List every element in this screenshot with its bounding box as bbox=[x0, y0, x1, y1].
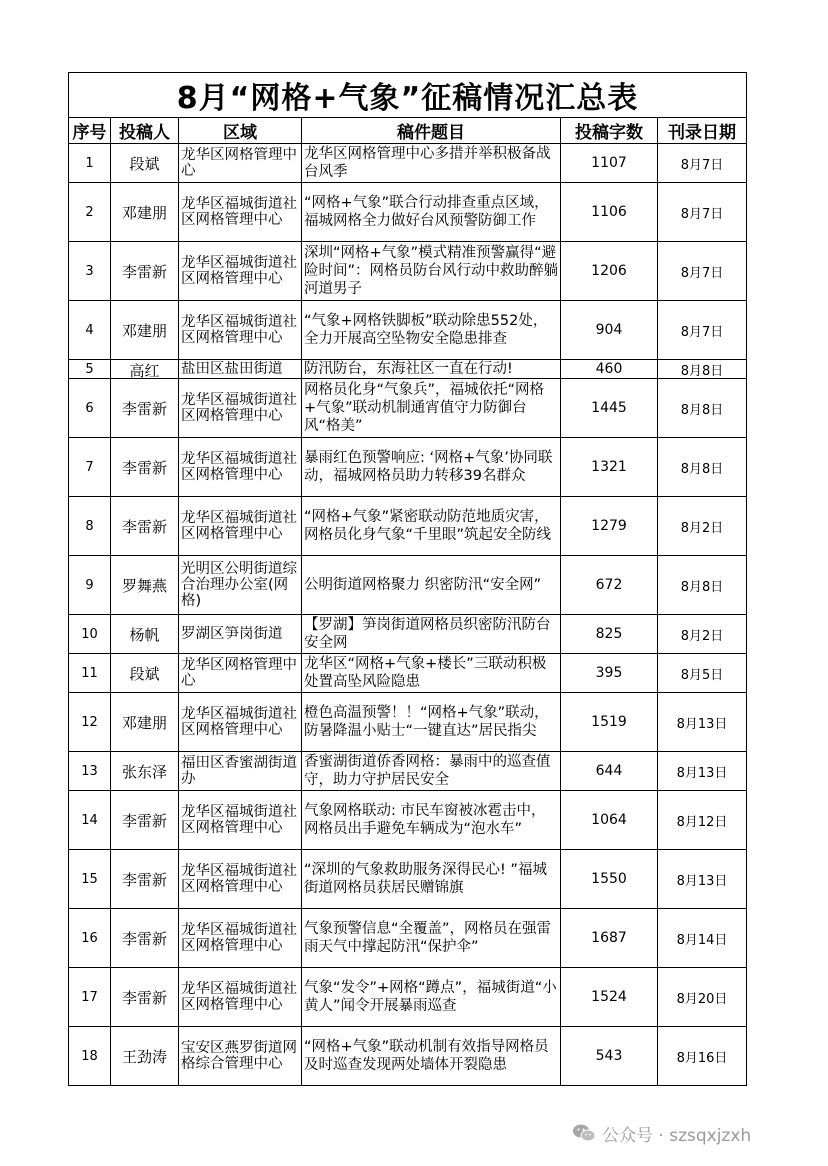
row-title-text: 【罗湖】笋岗街道网格员织密防汛防台安全网 bbox=[304, 617, 551, 651]
row-region-text: 龙华区福城街道社区网格管理中心 bbox=[181, 804, 297, 836]
row-region-text: 龙华区网格管理中心 bbox=[181, 147, 297, 179]
row-word-count-text: 1279 bbox=[591, 518, 627, 534]
row-region-text: 龙华区福城街道社区网格管理中心 bbox=[181, 196, 297, 228]
table-row bbox=[69, 968, 747, 1027]
row-word-count bbox=[561, 693, 658, 752]
row-title bbox=[302, 752, 561, 791]
row-author bbox=[111, 693, 179, 752]
row-word-count-text: 1321 bbox=[591, 459, 627, 475]
row-region bbox=[179, 242, 302, 301]
table-row bbox=[69, 438, 747, 497]
table-row bbox=[69, 497, 747, 556]
row-word-count-text: 672 bbox=[595, 577, 623, 593]
row-author-text: 高红 bbox=[129, 362, 160, 378]
row-publish-date-text: 8月2日 bbox=[680, 628, 724, 644]
row-title bbox=[302, 242, 561, 301]
row-author bbox=[111, 850, 179, 909]
row-title bbox=[302, 379, 561, 438]
row-region bbox=[179, 909, 302, 968]
wechat-icon bbox=[572, 1123, 596, 1143]
row-number-text: 1 bbox=[85, 155, 94, 171]
row-word-count-text: 543 bbox=[595, 1048, 623, 1064]
row-number bbox=[69, 1027, 111, 1086]
row-author bbox=[111, 242, 179, 301]
row-number-text: 15 bbox=[81, 871, 98, 887]
row-word-count-text: 1206 bbox=[591, 263, 627, 279]
row-author bbox=[111, 1027, 179, 1086]
row-word-count bbox=[561, 1027, 658, 1086]
row-title bbox=[302, 909, 561, 968]
row-title bbox=[302, 654, 561, 693]
row-number-text: 8 bbox=[85, 518, 94, 534]
row-author bbox=[111, 909, 179, 968]
row-publish-date bbox=[658, 850, 747, 909]
row-title-text: “网格+气象”紧密联动防范地质灾害，网格员化身气象“千里眼”筑起安全防线 bbox=[304, 509, 552, 543]
row-publish-date-text: 8月13日 bbox=[676, 873, 728, 889]
row-publish-date bbox=[658, 360, 747, 379]
row-word-count bbox=[561, 379, 658, 438]
row-word-count-text: 1687 bbox=[591, 930, 627, 946]
header-title: 稿件题目 bbox=[302, 118, 561, 144]
row-author-text: 王劲涛 bbox=[121, 1047, 167, 1066]
table-title: 8月“网格+气象”征稿情况汇总表 bbox=[69, 73, 747, 118]
row-publish-date bbox=[658, 654, 747, 693]
row-publish-date bbox=[658, 438, 747, 497]
row-number-text: 14 bbox=[81, 812, 98, 828]
row-author-text: 李雷新 bbox=[121, 988, 167, 1007]
row-publish-date-text: 8月16日 bbox=[676, 1050, 728, 1066]
row-number-text: 18 bbox=[81, 1048, 98, 1064]
row-region bbox=[179, 183, 302, 242]
row-publish-date bbox=[658, 693, 747, 752]
row-word-count bbox=[561, 968, 658, 1027]
row-number-text: 6 bbox=[85, 400, 94, 416]
row-region bbox=[179, 144, 302, 183]
row-title-text: 暴雨红色预警响应: ‘网格+气象’协同联动，福城网格员助力转移39名群众 bbox=[304, 450, 553, 484]
table-row bbox=[69, 791, 747, 850]
row-word-count-text: 1107 bbox=[591, 155, 627, 171]
row-number-text: 12 bbox=[81, 714, 98, 730]
row-number bbox=[69, 379, 111, 438]
row-publish-date-text: 8月8日 bbox=[680, 579, 724, 595]
row-word-count-text: 395 bbox=[595, 665, 623, 681]
row-word-count-text: 904 bbox=[595, 322, 623, 338]
row-word-count bbox=[561, 144, 658, 183]
row-number bbox=[69, 615, 111, 654]
row-word-count bbox=[561, 654, 658, 693]
row-title bbox=[302, 301, 561, 360]
row-publish-date bbox=[658, 968, 747, 1027]
row-number bbox=[69, 183, 111, 242]
header-region: 区域 bbox=[179, 118, 302, 144]
row-publish-date-text: 8月8日 bbox=[680, 364, 724, 378]
row-title-text: “深圳的气象救助服务深得民心! ”福城街道网格员获居民赠锦旗 bbox=[304, 862, 547, 896]
row-author bbox=[111, 183, 179, 242]
table-row bbox=[69, 615, 747, 654]
row-number bbox=[69, 693, 111, 752]
row-title-text: 香蜜湖街道侨香网格：暴雨中的巡查值守，助力守护居民安全 bbox=[304, 754, 551, 788]
row-publish-date bbox=[658, 556, 747, 615]
row-publish-date-text: 8月7日 bbox=[680, 157, 724, 173]
row-publish-date bbox=[658, 752, 747, 791]
row-region-text: 龙华区福城街道社区网格管理中心 bbox=[181, 255, 297, 287]
header-date: 刊录日期 bbox=[658, 118, 747, 144]
row-region bbox=[179, 360, 302, 379]
row-number bbox=[69, 497, 111, 556]
row-region bbox=[179, 850, 302, 909]
row-word-count bbox=[561, 752, 658, 791]
row-author-text: 李雷新 bbox=[121, 811, 167, 830]
row-word-count-text: 644 bbox=[595, 763, 623, 779]
row-title-text: 橙色高温预警！！“网格+气象”联动，防暑降温小贴士“一键直达”居民指尖 bbox=[304, 705, 549, 739]
row-number bbox=[69, 438, 111, 497]
row-number-text: 5 bbox=[85, 361, 94, 377]
row-title bbox=[302, 850, 561, 909]
table-row bbox=[69, 144, 747, 183]
table-row bbox=[69, 183, 747, 242]
row-publish-date-text: 8月8日 bbox=[680, 402, 724, 418]
row-title-text: 龙华区网格管理中心多措并举积极备战台风季 bbox=[304, 146, 551, 180]
row-publish-date-text: 8月5日 bbox=[680, 667, 724, 683]
row-region-text: 龙华区福城街道社区网格管理中心 bbox=[181, 314, 297, 346]
row-title-text: 防汛防台，东海社区一直在行动! bbox=[304, 361, 513, 377]
row-number-text: 17 bbox=[81, 989, 98, 1005]
row-author bbox=[111, 360, 179, 379]
row-author bbox=[111, 497, 179, 556]
row-number bbox=[69, 909, 111, 968]
row-region-text: 龙华区福城街道社区网格管理中心 bbox=[181, 392, 297, 424]
row-number bbox=[69, 144, 111, 183]
row-publish-date-text: 8月7日 bbox=[680, 206, 724, 222]
row-word-count-text: 1064 bbox=[591, 812, 627, 828]
row-word-count-text: 460 bbox=[595, 361, 623, 377]
row-region bbox=[179, 438, 302, 497]
row-title-text: “气象+网格铁脚板”联动除患552处，全力开展高空坠物安全隐患排查 bbox=[304, 313, 548, 347]
row-publish-date-text: 8月7日 bbox=[680, 324, 724, 340]
row-author-text: 张东泽 bbox=[121, 762, 167, 781]
row-author-text: 段斌 bbox=[129, 154, 160, 173]
row-region bbox=[179, 301, 302, 360]
row-word-count bbox=[561, 909, 658, 968]
row-title bbox=[302, 968, 561, 1027]
row-number-text: 3 bbox=[85, 263, 94, 279]
row-region-text: 罗湖区笋岗街道 bbox=[181, 626, 283, 642]
watermark-text: 公众号 · szsqxjzxh bbox=[602, 1125, 752, 1146]
row-word-count-text: 1445 bbox=[591, 400, 627, 416]
row-word-count bbox=[561, 183, 658, 242]
row-title bbox=[302, 438, 561, 497]
row-region bbox=[179, 615, 302, 654]
row-author bbox=[111, 301, 179, 360]
row-title-text: 气象“发令”+网格“蹲点”，福城街道“小黄人”闻令开展暴雨巡查 bbox=[304, 980, 557, 1014]
row-title bbox=[302, 693, 561, 752]
row-publish-date-text: 8月8日 bbox=[680, 461, 724, 477]
row-author bbox=[111, 379, 179, 438]
row-number bbox=[69, 752, 111, 791]
row-region bbox=[179, 497, 302, 556]
row-region bbox=[179, 556, 302, 615]
row-title bbox=[302, 556, 561, 615]
row-publish-date bbox=[658, 615, 747, 654]
row-title-text: 深圳“网格+气象”模式精准预警赢得“避险时间”：网格员防台风行动中救助醉躺河道男子 bbox=[304, 245, 558, 297]
row-author bbox=[111, 752, 179, 791]
row-author-text: 李雷新 bbox=[121, 399, 167, 418]
row-region bbox=[179, 1027, 302, 1086]
table-row bbox=[69, 693, 747, 752]
row-number bbox=[69, 556, 111, 615]
row-region-text: 龙华区福城街道社区网格管理中心 bbox=[181, 510, 297, 542]
table-row bbox=[69, 850, 747, 909]
row-publish-date bbox=[658, 144, 747, 183]
table-row bbox=[69, 242, 747, 301]
row-publish-date bbox=[658, 909, 747, 968]
row-publish-date-text: 8月13日 bbox=[676, 716, 728, 732]
summary-table bbox=[68, 72, 747, 1086]
row-author-text: 段斌 bbox=[129, 664, 160, 683]
row-number bbox=[69, 301, 111, 360]
row-region bbox=[179, 654, 302, 693]
row-publish-date bbox=[658, 791, 747, 850]
row-author bbox=[111, 556, 179, 615]
row-title bbox=[302, 144, 561, 183]
row-title bbox=[302, 615, 561, 654]
row-number bbox=[69, 850, 111, 909]
header-row bbox=[69, 118, 747, 144]
row-title-text: 气象网格联动: 市民车窗被冰雹击中，网格员出手避免车辆成为“泡水车” bbox=[304, 803, 546, 837]
row-author-text: 李雷新 bbox=[121, 929, 167, 948]
row-publish-date-text: 8月20日 bbox=[676, 991, 728, 1007]
row-publish-date bbox=[658, 497, 747, 556]
row-region bbox=[179, 693, 302, 752]
row-region-text: 福田区香蜜湖街道办 bbox=[181, 755, 297, 787]
row-author-text: 李雷新 bbox=[121, 870, 167, 889]
row-word-count-text: 1550 bbox=[591, 871, 627, 887]
row-title-text: 气象预警信息“全覆盖”，网格员在强雷雨天气中撑起防汛“保护伞” bbox=[304, 921, 552, 955]
row-region bbox=[179, 968, 302, 1027]
row-region-text: 龙华区福城街道社区网格管理中心 bbox=[181, 863, 297, 895]
row-region bbox=[179, 752, 302, 791]
table-row bbox=[69, 301, 747, 360]
row-author bbox=[111, 791, 179, 850]
row-title-text: “网格+气象”联合行动排查重点区域，福城网格全力做好台风预警防御工作 bbox=[304, 195, 549, 229]
row-region-text: 龙华区福城街道社区网格管理中心 bbox=[181, 451, 297, 483]
table-row bbox=[69, 360, 747, 379]
row-number-text: 9 bbox=[85, 577, 94, 593]
table-row bbox=[69, 379, 747, 438]
table-row bbox=[69, 556, 747, 615]
table-row bbox=[69, 752, 747, 791]
row-number-text: 13 bbox=[81, 763, 98, 779]
row-region-text: 宝安区燕罗街道网格综合管理中心 bbox=[181, 1040, 297, 1072]
row-publish-date bbox=[658, 1027, 747, 1086]
row-publish-date bbox=[658, 242, 747, 301]
row-word-count-text: 1106 bbox=[591, 204, 627, 220]
row-number bbox=[69, 654, 111, 693]
row-author-text: 李雷新 bbox=[121, 517, 167, 536]
row-publish-date-text: 8月13日 bbox=[676, 765, 728, 781]
row-author-text: 邓建朋 bbox=[121, 321, 167, 340]
row-publish-date-text: 8月7日 bbox=[680, 265, 724, 281]
row-publish-date-text: 8月12日 bbox=[676, 814, 728, 830]
table-row bbox=[69, 1027, 747, 1086]
header-author: 投稿人 bbox=[111, 118, 179, 144]
row-word-count bbox=[561, 791, 658, 850]
row-title bbox=[302, 791, 561, 850]
row-word-count-text: 825 bbox=[595, 626, 623, 642]
row-author-text: 邓建朋 bbox=[121, 203, 167, 222]
row-author-text: 杨帆 bbox=[129, 625, 160, 644]
row-number-text: 16 bbox=[81, 930, 98, 946]
row-region-text: 光明区公明街道综合治理办公室(网格) bbox=[181, 561, 297, 609]
table-row bbox=[69, 654, 747, 693]
row-word-count bbox=[561, 438, 658, 497]
row-word-count-text: 1519 bbox=[591, 714, 627, 730]
row-author bbox=[111, 654, 179, 693]
row-title-text: 龙华区“网格+气象+楼长”三联动积极处置高坠风险隐患 bbox=[304, 656, 547, 690]
row-title bbox=[302, 360, 561, 379]
row-author-text: 李雷新 bbox=[121, 262, 167, 281]
row-publish-date-text: 8月14日 bbox=[676, 932, 728, 948]
row-word-count-text: 1524 bbox=[591, 989, 627, 1005]
row-author-text: 罗舞燕 bbox=[121, 576, 167, 595]
row-title bbox=[302, 1027, 561, 1086]
row-region-text: 龙华区网格管理中心 bbox=[181, 657, 297, 689]
row-author-text: 邓建朋 bbox=[121, 713, 167, 732]
row-title bbox=[302, 183, 561, 242]
watermark bbox=[572, 1121, 751, 1145]
row-publish-date bbox=[658, 183, 747, 242]
row-number-text: 10 bbox=[81, 626, 98, 642]
row-number bbox=[69, 968, 111, 1027]
row-word-count bbox=[561, 556, 658, 615]
row-number-text: 7 bbox=[85, 459, 94, 475]
row-region-text: 龙华区福城街道社区网格管理中心 bbox=[181, 922, 297, 954]
row-word-count bbox=[561, 301, 658, 360]
row-number-text: 4 bbox=[85, 322, 94, 338]
row-author bbox=[111, 615, 179, 654]
row-title bbox=[302, 497, 561, 556]
row-publish-date-text: 8月2日 bbox=[680, 520, 724, 536]
row-region-text: 龙华区福城街道社区网格管理中心 bbox=[181, 706, 297, 738]
row-number-text: 11 bbox=[81, 665, 98, 681]
table-row bbox=[69, 909, 747, 968]
row-publish-date bbox=[658, 301, 747, 360]
row-author bbox=[111, 968, 179, 1027]
row-publish-date bbox=[658, 379, 747, 438]
row-number-text: 2 bbox=[85, 204, 94, 220]
row-word-count bbox=[561, 497, 658, 556]
row-number bbox=[69, 791, 111, 850]
row-title-text: 公明街道网格聚力 织密防汛“安全网” bbox=[304, 577, 542, 593]
row-word-count bbox=[561, 850, 658, 909]
row-region-text: 龙华区福城街道社区网格管理中心 bbox=[181, 981, 297, 1013]
row-number bbox=[69, 242, 111, 301]
row-author bbox=[111, 438, 179, 497]
header-count: 投稿字数 bbox=[561, 118, 658, 144]
header-no: 序号 bbox=[69, 118, 111, 144]
row-author bbox=[111, 144, 179, 183]
row-word-count bbox=[561, 360, 658, 379]
row-word-count bbox=[561, 242, 658, 301]
row-title-text: “网格+气象”联动机制有效指导网格员及时巡查发现两处墙体开裂隐患 bbox=[304, 1039, 549, 1073]
row-word-count bbox=[561, 615, 658, 654]
row-author-text: 李雷新 bbox=[121, 458, 167, 477]
row-region bbox=[179, 379, 302, 438]
row-number bbox=[69, 360, 111, 379]
row-region bbox=[179, 791, 302, 850]
row-region-text: 盐田区盐田街道 bbox=[181, 361, 283, 377]
row-title-text: 网格员化身“气象兵”，福城依托“网格+气象”联动机制通宵值守力防御台风“格美” bbox=[304, 382, 545, 434]
